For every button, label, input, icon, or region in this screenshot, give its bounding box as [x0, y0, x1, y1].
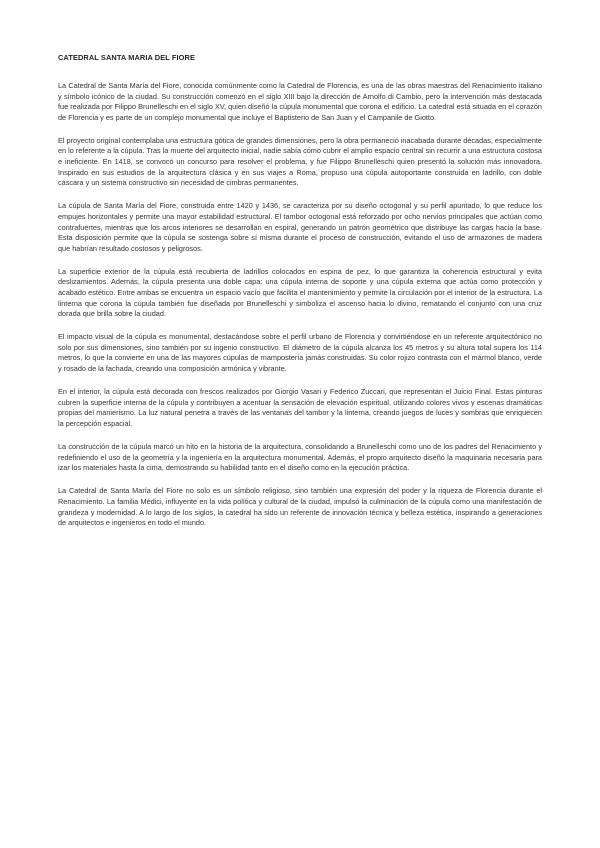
paragraph-3: La cúpula de Santa María del Fiore, construida entre 1420 y 1436, se caracteriza por su diseño octogonal y su perfil apuntado, lo que reduce los empujes horizontales y permite una mayor estabilidad estructural. El tambor octogonal está reforzado por ocho nervios principales que actúan como contrafuertes, mientras que los arcos interiores se desarrollan en espiral, generando un patrón geométrico que distribuye las cargas hacia la base. Esta disposición permite que la cúpula se sostenga sobre sí misma durante el proceso de construcción, evitando el uso de armazones de madera que habrían resultado costosos y peligrosos. — [58, 201, 542, 253]
paragraph-7: La construcción de la cúpula marcó un hito en la historia de la arquitectura, consolidando a Brunelleschi como uno de los padres del Renacimiento y redefiniendo el uso de la geometría y la ingeniería en la arquitectura monumental. Además, el propio arquitecto diseñó la maquinaria necesaria para izar los materiales hasta la cima, demostrando su habilidad tanto en el diseño como en la ejecución práctica. — [58, 442, 542, 473]
paragraph-4: La superficie exterior de la cúpula está recubierta de ladrillos colocados en espina de pez, lo que garantiza la coherencia estructural y evita deslizamientos. Además, la cúpula presenta una doble capa: una cúpula interna de soporte y una cúpula externa que actúa como protección y acabado estético. Entre ambas se encuentra un espacio vacío que facilita el mantenimiento y permite la circulación por el interior de la estructura. La linterna que corona la cúpula también fue diseñada por Brunelleschi y simboliza el ascenso hacia lo divino, rematando el conjunto con una cruz dorada que brilla sobre la ciudad. — [58, 266, 542, 319]
paragraph-6: En el interior, la cúpula está decorada con frescos realizados por Giorgio Vasari y Federico Zuccari, que representan el Juicio Final. Estas pinturas cubren la superficie interna de la cúpula y contribuyen a acentuar la sensación de elevación espiritual, utilizando colores vivos y escenas dramáticas propias del manierismo. La luz natural penetra a través de las ventanas del tambor y la linterna, creando juegos de luces y sombras que enriquecen la percepción espacial. — [58, 387, 542, 428]
document-title: CATEDRAL SANTA MARIA DEL FIORE — [58, 53, 195, 62]
paragraph-2: El proyecto original contemplaba una estructura gótica de grandes dimensiones, pero la obra permaneció inacabada durante décadas, especialmente en lo referente a la cúpula. Tras la muerte del arquitecto inicial, nadie sabía cómo cubrir el amplio espacio central sin recurrir a una estructura costosa e ineficiente. En 1418, se convocó un concurso para resolver el problema, y fue Filippo Brunelleschi quien presentó la solución más innovadora. Inspirado en sus estudios de la arquitectura clásica y en sus viajes a Roma, propuso una cúpula autoportante construida en ladrillo, con doble cáscara y un sistema constructivo sin necesidad de cimbras permanentes. — [58, 135, 542, 188]
paragraph-5: El impacto visual de la cúpula es monumental, destacándose sobre el perfil urbano de Florencia y convirtiéndose en un referente arquitectónico no solo por sus dimensiones, sino también por su ingenio constructivo. El diámetro de la cúpula alcanza los 45 metros y su altura total supera los 114 metros, lo que la convierte en una de las mayores cúpulas de mampostería jamás construidas. Su color rojizo contrasta con el mármol blanco, verde y rosado de la fachada, creando una composición armónica y vibrante. — [58, 332, 542, 374]
paragraph-1: La Catedral de Santa María del Fiore, conocida comúnmente como la Catedral de Florencia, es una de las obras maestras del Renacimiento italiano y símbolo icónico de la ciudad. Su construcción comenzó en el siglo XIII bajo la dirección de Arnolfo di Cambio, pero la intervención más destacada fue realizada por Filippo Brunelleschi en el siglo XV, quien diseñó la cúpula monumental que corona el edificio. La catedral está situada en el corazón de Florencia y es parte de un complejo monumental que incluye el Baptisterio de San Juan y el Campanile de Giotto. — [58, 81, 542, 122]
paragraph-8: La Catedral de Santa María del Fiore no solo es un símbolo religioso, sino también una expresión del poder y la riqueza de Florencia durante el Renacimiento. La familia Médici, influyente en la vida política y cultural de la ciudad, impulsó la culminación de la cúpula como una manifestación de grandeza y modernidad. A lo largo de los siglos, la catedral ha sido un referente de innovación técnica y belleza estética, inspirando a generaciones de arquitectos e ingenieros en todo el mundo. — [58, 486, 542, 528]
